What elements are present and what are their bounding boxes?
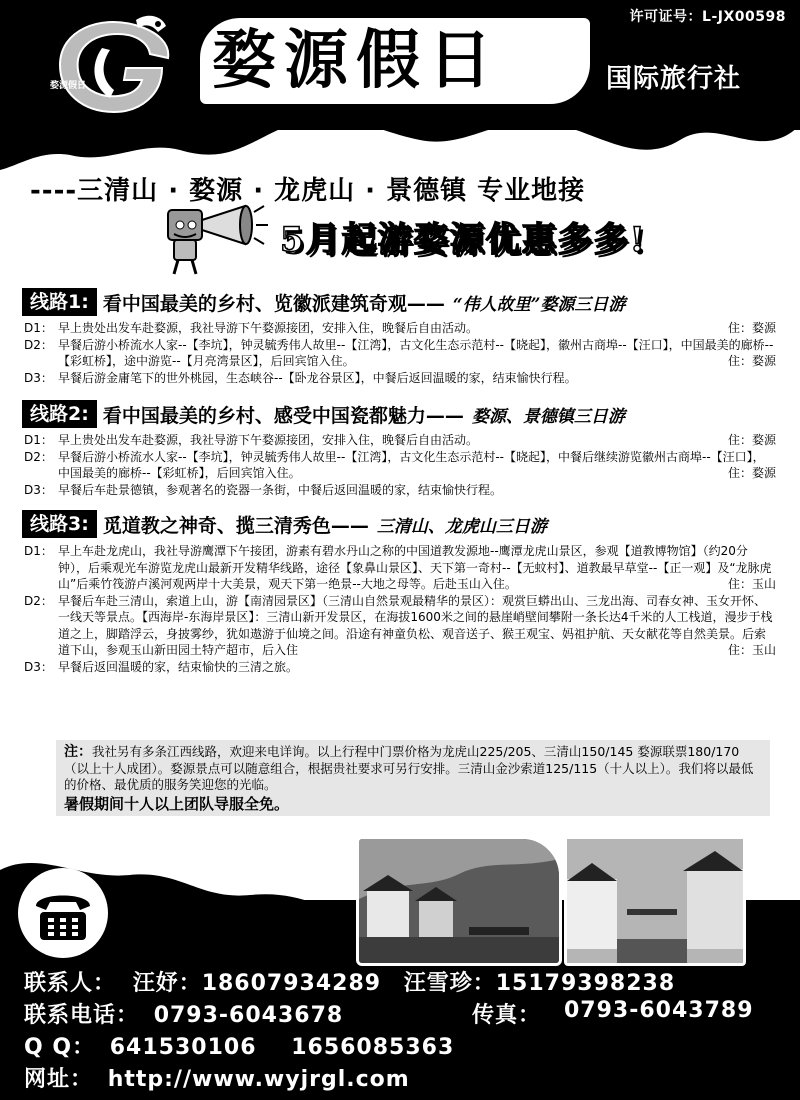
contact-1: 汪妤：18607934289 xyxy=(132,971,382,996)
route-2-day-1: D1： 住：婺源 早上贵处出发车赴婺源，我社导游下午婺源接团，安排入住，晚餐后自由活动。 xyxy=(24,433,776,447)
route-2-day-3: D3： 早餐后车赴景德镇，参观著名的瓷器一条街，中餐后返回温暖的家，结束愉快行程。 xyxy=(24,482,503,497)
route-3-label: 线路3: xyxy=(22,510,97,538)
stay-location: 住：玉山 xyxy=(727,643,776,657)
promo-headline: 5月起游婺源优惠多多! xyxy=(280,220,647,260)
price-note xyxy=(56,740,770,816)
route-2-day-2: D2： 早餐后游小桥流水人家--【李坑】，钟灵毓秀伟人故里--【江湾】，古文化生态示范村--【晓起】，中餐后继续游览徽州古商埠--【汪口】，中国最美的廊桥--【彩虹桥】，后回宾馆入住。 住：婺源 xyxy=(24,449,776,480)
note-highlight: 暑假期间十人以上团队导服全免。 xyxy=(64,794,290,813)
route-1-header xyxy=(22,288,625,316)
website-row xyxy=(24,1062,410,1093)
license-number: 许可证号：L-JX00598 xyxy=(629,9,786,25)
logo xyxy=(40,10,180,120)
qq-number-2: 1656085363 xyxy=(291,1035,455,1060)
website-url[interactable]: http://www.wyjrgl.com xyxy=(107,1067,410,1092)
qq-label: Q Q： xyxy=(24,1035,96,1060)
route-2-title: 看中国最美的乡村、感受中国瓷都魅力—— xyxy=(102,404,464,427)
route-2-itinerary xyxy=(24,432,776,498)
contact-person-row xyxy=(24,966,675,997)
route-1-label: 线路1: xyxy=(22,288,97,316)
route-1-subtitle: “伟人故里”婺源三日游 xyxy=(452,294,626,315)
contact-label: 联系人： xyxy=(24,971,117,996)
route-3-day-1: D1： 早上车赴龙虎山，我社导游鹰潭下午接团，游素有碧水丹山之称的中国道教发源地--鹰潭龙虎山景区，参观【道教博物馆】（约20分钟），后乘观光车游览龙虎山最新开发精华线路，途径【象鼻山景区】、天下第一奇村--【无蚊村】、道教最早草堂--【正一观】及“龙脉虎山”后乘竹筏游卢溪河观两岸十大美景，观天下第一绝景--大地之母等。后赴玉山入住。 住：玉山 xyxy=(24,544,776,591)
qq-number-1: 641530106 xyxy=(109,1035,257,1060)
megaphone-mascot-icon xyxy=(160,200,270,280)
website-label: 网址： xyxy=(24,1067,94,1092)
route-3-itinerary xyxy=(24,543,776,675)
destinations-slogan: ----三清山 · 婺源 · 龙虎山 · 景德镇 专业地接 xyxy=(30,176,586,206)
route-1-title: 看中国最美的乡村、览徽派建筑奇观—— xyxy=(102,292,445,315)
route-3-header xyxy=(22,510,547,538)
route-2-label: 线路2: xyxy=(22,400,97,428)
route-3-subtitle: 三清山、龙虎山三日游 xyxy=(376,516,547,537)
route-1-day-1: D1： 住：婺源 早上贵处出发车赴婺源，我社导游下午婺源接团，安排入住，晚餐后自由活动。 xyxy=(24,321,776,335)
phone-label: 联系电话： xyxy=(24,1003,140,1028)
stay-location: 住：婺源 xyxy=(727,433,776,447)
village-photo-2 xyxy=(564,836,746,966)
stay-location: 住：婺源 xyxy=(727,354,776,368)
stay-location: 住：婺源 xyxy=(727,321,776,335)
phone-number: 0793-6043678 xyxy=(153,1003,344,1028)
telephone-icon xyxy=(18,868,108,958)
fax-label: 传真： xyxy=(472,1003,542,1028)
route-1-day-2: D2： 早餐后游小桥流水人家--【李坑】，钟灵毓秀伟人故里--【江湾】，古文化生态示范村--【晓起】，徽州古商埠--【汪口】，中国最美的廊桥--【彩虹桥】，途中游览--【月亮湾景区】，后回宾馆入住。 住：婺源 xyxy=(24,337,776,368)
route-3-day-3: D3： 早餐后返回温暖的家，结束愉快的三清之旅。 xyxy=(24,659,299,674)
qq-row xyxy=(24,1030,454,1061)
route-1-itinerary xyxy=(24,320,776,386)
note-text: 我社另有多条江西线路，欢迎来电详询。以上行程中门票价格为龙虎山225/205、三清山150/145 婺源联票180/170（以上十人成团）。婺源景点可以随意组合，根据贵社要求可另行安排。三清山金沙索道125/115（十人以上）。我们将以最低的价格、最优质的服务笑迎您的光临。 xyxy=(64,744,754,792)
contact-2: 汪雪珍：15179398238 xyxy=(403,971,676,996)
note-label: 注： xyxy=(64,744,92,760)
route-3-title: 觅道教之神奇、揽三清秀色—— xyxy=(102,514,369,537)
route-2-header xyxy=(22,400,625,428)
stay-location: 住：玉山 xyxy=(727,577,776,591)
phone-row xyxy=(24,998,776,1029)
agency-name: 国际旅行社 xyxy=(606,64,742,94)
fax-number: 0793-6043789 xyxy=(564,998,754,1023)
page-title: 婺源假日 xyxy=(212,23,500,98)
logo-text: 婺源假日 xyxy=(50,81,87,91)
route-3-day-2: D2： 早餐后车赴三清山，索道上山，游【南清园景区】（三清山自然景观最精华的景区）：观赏巨蟒出山、三龙出海、司春女神、玉女开怀、一线天等景点。【西海岸-东海岸景区】：三清山新开发景区，在海拔1600米之间的悬崖峭壁间攀附一条长达4千米的人工栈道，漫步于栈道之上，脚踏浮云，身披雾纱，犹如遨游于仙境之间。沿途有神童负松、观音送子、猴王观宝、妈祖护航、天女献花等自然美景。后索道下山，参观玉山新田园土特产超市，后入住 住：玉山 xyxy=(24,593,776,657)
route-2-subtitle: 婺源、景德镇三日游 xyxy=(471,406,625,427)
village-photo-1 xyxy=(356,836,562,966)
route-1-day-3: D3： 早餐后游金庸笔下的世外桃园，生态峡谷--【卧龙谷景区】，中餐后返回温暖的家，结束愉快行程。 xyxy=(24,370,577,385)
phone-badge xyxy=(18,868,108,958)
stay-location: 住：婺源 xyxy=(727,466,776,480)
